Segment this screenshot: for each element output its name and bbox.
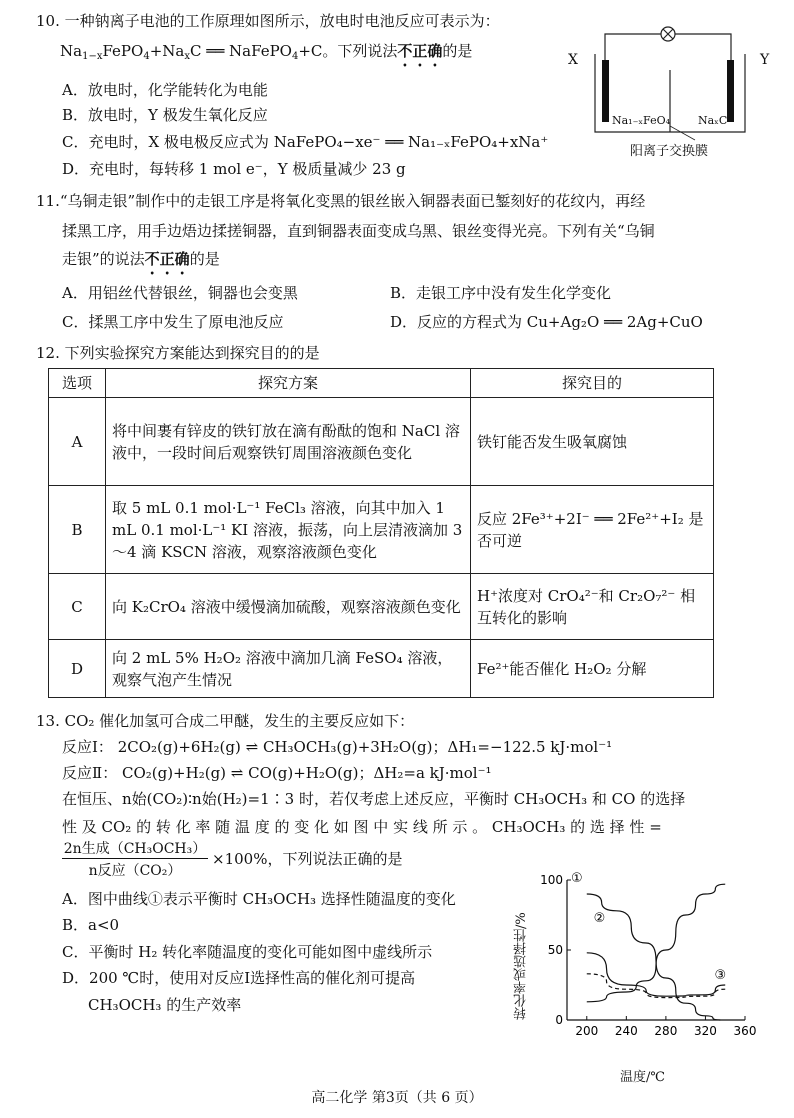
q13-option-d: D．200 ℃时，使用对反应Ⅰ选择性高的催化剂可提高 — [62, 969, 416, 987]
q10-emphasis: 不正确 — [397, 42, 443, 60]
table-header-row — [49, 369, 714, 398]
x-tick-label: 360 — [733, 1024, 757, 1038]
q10-stem: 10. 一种钠离子电池的工作原理如图所示，放电时电池反应可表示为： — [36, 12, 500, 30]
q12-stem: 12. 下列实验探究方案能达到探究目的的是 — [36, 344, 320, 362]
x-electrode — [602, 60, 609, 122]
q13-reaction-1: 反应Ⅰ： 2CO₂(g)+6H₂(g) ⇌ CH₃OCH₃(g)+3H₂O(g)；ΔH₁=−122.5 kJ·mol⁻¹ — [62, 738, 613, 756]
x-tick-label: 280 — [654, 1024, 678, 1038]
x-label: X — [568, 52, 578, 68]
q13-option-b: B．a<0 — [62, 916, 120, 934]
q13-option-d-cont: CH₃OCH₃ 的生产效率 — [88, 996, 242, 1014]
q13-option-a: A．图中曲线①表示平衡时 CH₃OCH₃ 选择性随温度的变化 — [62, 890, 456, 908]
selectivity-chart — [505, 870, 775, 1085]
header-option: 选项 — [49, 369, 106, 398]
x-tick-label: 200 — [575, 1024, 599, 1038]
q11-option-a: A．用铝丝代替银丝，铜器也会变黑 — [62, 284, 298, 302]
membrane-label: 阳离子交换膜 — [630, 144, 709, 159]
table-row — [49, 398, 714, 486]
y-electrode — [727, 60, 734, 122]
table-row — [49, 486, 714, 574]
q11-emphasis: 不正确 — [144, 250, 190, 268]
y-label: Y — [760, 52, 770, 68]
y-tick-label: 100 — [540, 873, 563, 887]
series-label: ③ — [714, 968, 727, 983]
q13-para-2: 性 及 CO₂ 的 转 化 率 随 温 度 的 变 化 如 图 中 实 线 所 示 。 CH₃OCH₃ 的 选 择 性 = — [62, 818, 662, 836]
q10-option-c: C．充电时，X 极电极反应式为 NaFePO₄−xe⁻ ══ Na₁₋ₓFePO₄+xNa⁺ — [62, 133, 549, 151]
right-electrode-label: NaₓC — [698, 114, 728, 127]
row-plan: 向 2 mL 5% H₂O₂ 溶液中滴加几滴 FeSO₄ 溶液，观察气泡产生情况 — [106, 640, 471, 698]
q13-reaction-2: 反应Ⅱ： CO₂(g)+H₂(g) ⇌ CO(g)+H₂O(g)；ΔH₂=a kJ·mol⁻¹ — [62, 764, 492, 782]
header-plan: 探究方案 — [106, 369, 471, 398]
series-line-dashed — [587, 974, 725, 998]
series-label: ② — [593, 911, 606, 926]
series-line-② — [587, 894, 721, 1020]
q13-option-c: C．平衡时 H₂ 转化率随温度的变化可能如图中虚线所示 — [62, 943, 433, 961]
q11-option-d: D．反应的方程式为 Cu+Ag₂O ══ 2Ag+CuO — [390, 313, 703, 331]
row-plan: 向 K₂CrO₄ 溶液中缓慢滴加硫酸，观察溶液颜色变化 — [106, 574, 471, 640]
fraction-denominator: n反应（CO₂） — [88, 863, 182, 879]
q10-option-b: B．放电时，Y 极发生氧化反应 — [62, 106, 268, 124]
fraction-tail: ×100%，下列说法正确的是 — [212, 850, 403, 868]
x-tick-label: 240 — [614, 1024, 638, 1038]
q11-option-c: C．揉黑工序中发生了原电池反应 — [62, 313, 284, 331]
y-tick-label: 0 — [555, 1013, 563, 1027]
row-option: C — [49, 574, 106, 640]
row-option: A — [49, 398, 106, 486]
series-line-① — [587, 884, 725, 1002]
q10-reaction: $Na_{1-x}FePO_4+Na_xC$ ══ NaFePO$_4$+C。下列说法不正确的是 — [60, 42, 473, 62]
q11-line2: 揉黑工序，用手边焐边揉搓铜器，直到铜器表面变成乌黑、银丝变得光亮。下列有关“乌铜 — [62, 222, 655, 240]
q11-line1: 11.“乌铜走银”制作中的走银工序是将氧化变黑的银丝嵌入铜器表面已錾刻好的花纹内，再经 — [36, 192, 646, 210]
row-plan: 将中间裹有锌皮的铁钉放在滴有酚酞的饱和 NaCl 溶液中，一段时间后观察铁钉周围溶液颜色变化 — [106, 398, 471, 486]
row-goal: 反应 2Fe³⁺+2I⁻ ══ 2Fe²⁺+I₂ 是否可逆 — [471, 486, 714, 574]
table-row — [49, 640, 714, 698]
chart-xlabel: 温度/℃ — [620, 1070, 665, 1085]
header-goal: 探究目的 — [471, 369, 714, 398]
row-goal: Fe²⁺能否催化 H₂O₂ 分解 — [471, 640, 714, 698]
row-plan: 取 5 mL 0.1 mol·L⁻¹ FeCl₃ 溶液，向其中加入 1 mL 0.1 mol·L⁻¹ KI 溶液，振荡，向上层清液滴加 3～4 滴 KSCN 溶液，观察溶液颜色变化 — [106, 486, 471, 574]
fraction-bar — [62, 858, 208, 859]
q10-option-a: A．放电时，化学能转化为电能 — [62, 81, 268, 99]
fraction-numerator: 2n生成（CH₃OCH₃） — [63, 841, 207, 857]
row-goal: 铁钉能否发生吸氧腐蚀 — [471, 398, 714, 486]
left-electrode-label: Na₁₋ₓFeO₄ — [612, 114, 671, 127]
q11-line3: 走银”的说法不正确的是 — [62, 250, 220, 268]
y-tick-label: 50 — [547, 943, 563, 957]
experiment-table — [48, 368, 714, 698]
q10-option-d: D．充电时，每转移 1 mol e⁻，Y 极质量减少 23 g — [62, 160, 406, 178]
row-option: B — [49, 486, 106, 574]
q13-stem: 13. CO₂ 催化加氢可合成二甲醚，发生的主要反应如下： — [36, 712, 415, 730]
page-footer: 高二化学 第3页（共 6 页） — [311, 1090, 483, 1106]
q11-option-b: B．走银工序中没有发生化学变化 — [390, 284, 612, 302]
table-row — [49, 574, 714, 640]
chart-ylabel: 转化率或选择性/% — [514, 912, 529, 1020]
x-tick-label: 320 — [693, 1024, 717, 1038]
row-goal: H⁺浓度对 CrO₄²⁻和 Cr₂O₇²⁻ 相互转化的影响 — [471, 574, 714, 640]
q13-para-1: 在恒压、n始(CO₂)∶n始(H₂)=1∶3 时，若仅考虑上述反应，平衡时 CH₃OCH₃ 和 CO 的选择 — [62, 790, 686, 808]
row-option: D — [49, 640, 106, 698]
series-label: ① — [570, 871, 583, 887]
